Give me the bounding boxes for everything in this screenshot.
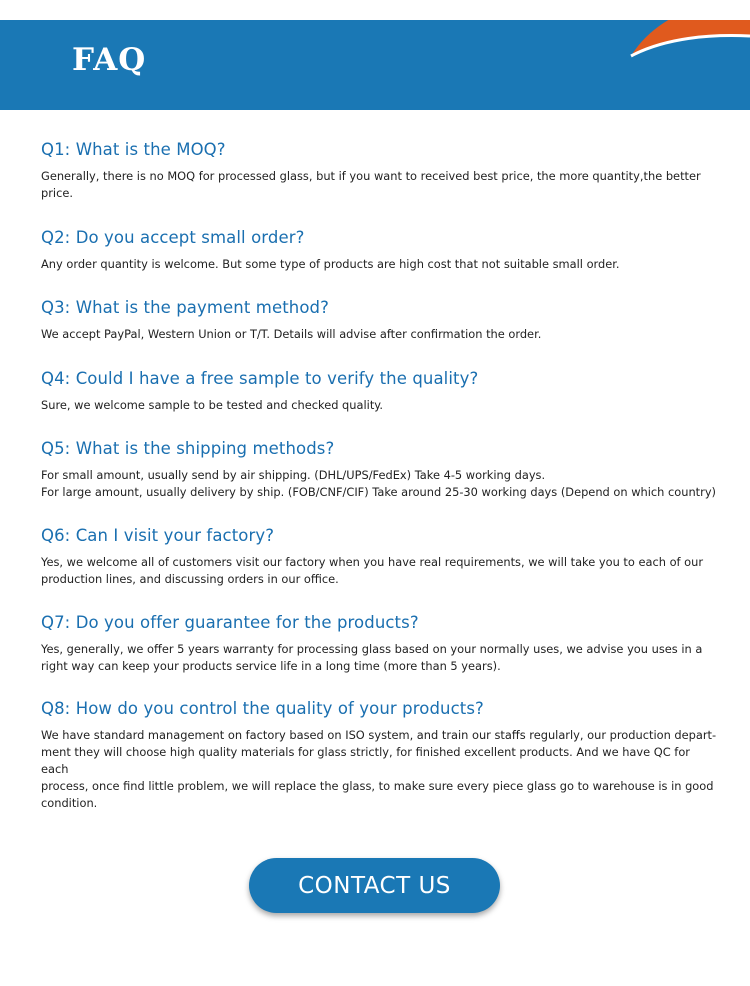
faq-question: Q7: Do you offer guarantee for the products? [41, 613, 419, 632]
faq-header [0, 20, 750, 110]
faq-item-8 [41, 699, 721, 812]
faq-item-7 [41, 613, 721, 675]
faq-answer: Yes, we welcome all of customers visit our factory when you have real requirements, we will take you to each of our production lines, and discussing orders in our office. [41, 555, 704, 586]
faq-item-6 [41, 526, 721, 588]
faq-answer: Any order quantity is welcome. But some type of products are high cost that not suitable small order. [41, 257, 620, 271]
faq-question: Q5: What is the shipping methods? [41, 439, 335, 458]
faq-question: Q3: What is the payment method? [41, 298, 329, 317]
contact-us-button[interactable]: CONTACT US [249, 858, 500, 913]
faq-answer: Yes, generally, we offer 5 years warranty for processing glass based on your normally uses, we advise you uses in a right way can keep your products service life in a long time (more than 5 years). [41, 642, 703, 673]
faq-answer: Generally, there is no MOQ for processed glass, but if you want to received best price, the more quantity,the better price. [41, 169, 701, 200]
faq-item-2 [41, 228, 721, 273]
faq-question: Q4: Could I have a free sample to verify the quality? [41, 369, 479, 388]
faq-item-4 [41, 369, 721, 414]
faq-question: Q6: Can I visit your factory? [41, 526, 275, 545]
faq-item-3 [41, 298, 721, 343]
faq-answer: We accept PayPal, Western Union or T/T. Details will advise after confirmation the order. [41, 327, 542, 341]
faq-item-1 [41, 140, 721, 202]
page-title: FAQ [72, 42, 147, 78]
faq-answer: Sure, we welcome sample to be tested and checked quality. [41, 398, 384, 412]
faq-item-5 [41, 439, 721, 501]
faq-question: Q1: What is the MOQ? [41, 140, 226, 159]
orange-swoosh-decoration [625, 20, 750, 70]
faq-question: Q8: How do you control the quality of your products? [41, 699, 484, 718]
faq-question: Q2: Do you accept small order? [41, 228, 305, 247]
faq-answer: For small amount, usually send by air shipping. (DHL/UPS/FedEx) Take 4-5 working days. For large amount, usually delivery by ship. (FOB/CNF/CIF) Take around 25-30 working days (Depend on which country) [41, 468, 717, 499]
faq-answer: We have standard management on factory based on ISO system, and train our staffs regularly, our production depart- ment they will choose high quality materials for glass strictly, for finished excellent products. And we have QC for each process, once find little problem, we will replace the glass, to make sure every piece glass go to warehouse is in good condition. [41, 728, 717, 810]
